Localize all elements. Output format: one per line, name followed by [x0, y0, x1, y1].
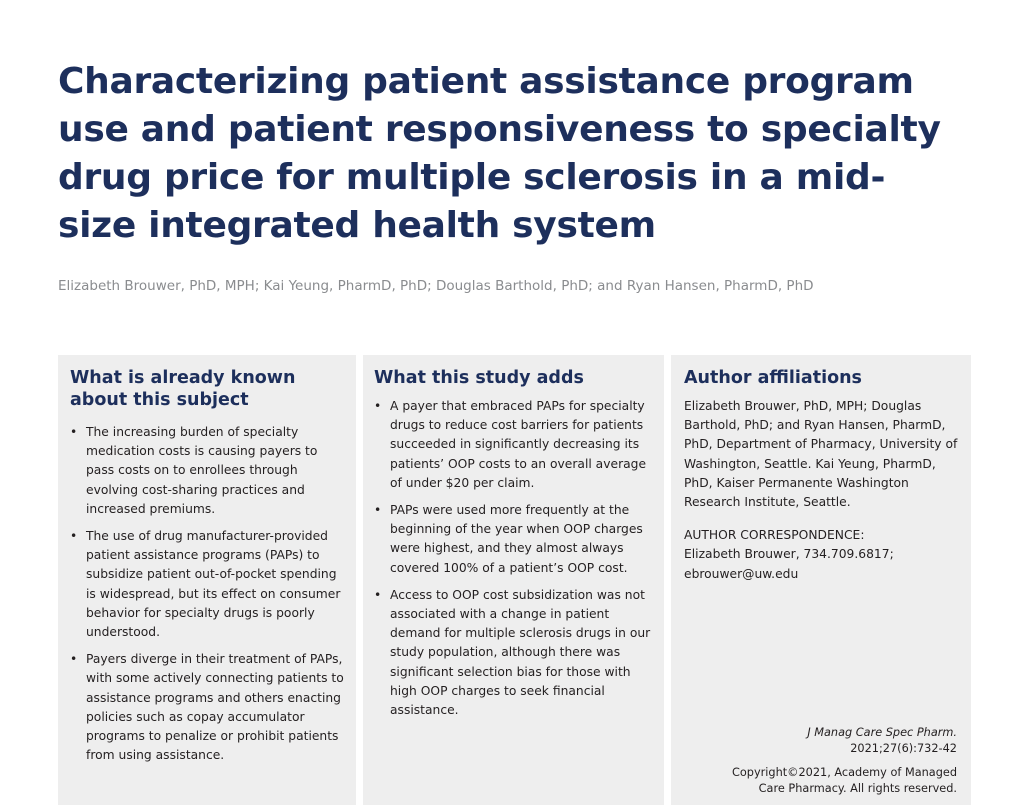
list-item: • The use of drug manufacturer-provided patient assistance programs (PAPs) to subsidize patient out-of-pocket spending is widespread, but its effect on consumer behavior for specialty drugs is poorly understood.: [70, 527, 344, 642]
correspondence-label: AUTHOR CORRESPONDENCE:: [684, 528, 865, 543]
known-list: [70, 423, 344, 765]
list-item: • PAPs were used more frequently at the beginning of the year when OOP charges were highest, and they almost always covered 100% of a patient’s OOP cost.: [374, 501, 652, 578]
correspondence-email[interactable]: ebrouwer@uw.edu: [684, 566, 799, 581]
affiliations-heading: Author affiliations: [684, 368, 862, 388]
affiliations-text: Elizabeth Brouwer, PhD, MPH; Douglas Barthold, PhD; and Ryan Hansen, PharmD, PhD, Department of Pharmacy, University of Washington, Seattle. Kai Yeung, PharmD, PhD, Kaiser Permanente Washington Research Institute, Seattle.: [684, 399, 958, 510]
article-title: Characterizing patient assistance program use and patient responsiveness to specialty drug price for multiple sclerosis in a mid-size integrated health system: [58, 61, 941, 246]
correspondence: [684, 526, 959, 584]
adds-box: [363, 355, 664, 805]
list-item: • The increasing burden of specialty medication costs is causing payers to pass costs on to enrollees through evolving cost-sharing practices and increased premiums.: [70, 423, 344, 519]
adds-heading: What this study adds: [374, 368, 584, 388]
known-box: [58, 355, 356, 805]
list-item: • Access to OOP cost subsidization was not associated with a change in patient demand for multiple sclerosis drugs in our study population, although there was significant selection bias for those with high OOP charges to seek financial assistance.: [374, 586, 652, 720]
adds-list: [374, 397, 652, 720]
known-heading: What is already known about this subject: [70, 368, 296, 410]
copyright-notice: Copyright©2021, Academy of Managed Care Pharmacy. All rights reserved.: [731, 766, 957, 795]
journal-volume: 2021;27(6):732-42: [850, 742, 957, 755]
citation: [807, 725, 957, 757]
author-list: Elizabeth Brouwer, PhD, MPH; Kai Yeung, PharmD, PhD; Douglas Barthold, PhD; and Ryan Hansen, PharmD, PhD: [58, 278, 814, 294]
journal-name: J Manag Care Spec Pharm.: [807, 726, 957, 739]
affiliations-box: [671, 355, 971, 805]
list-item: • A payer that embraced PAPs for specialty drugs to reduce cost barriers for patients succeeded in significantly decreasing its patients’ OOP costs to an overall average of under $20 per claim.: [374, 397, 652, 493]
list-item: • Payers diverge in their treatment of PAPs, with some actively connecting patients to assistance programs and others enacting policies such as copay accumulator programs to penalize or prohibit patients from using assistance.: [70, 650, 344, 765]
correspondence-contact: Elizabeth Brouwer, 734.709.6817;: [684, 547, 894, 562]
